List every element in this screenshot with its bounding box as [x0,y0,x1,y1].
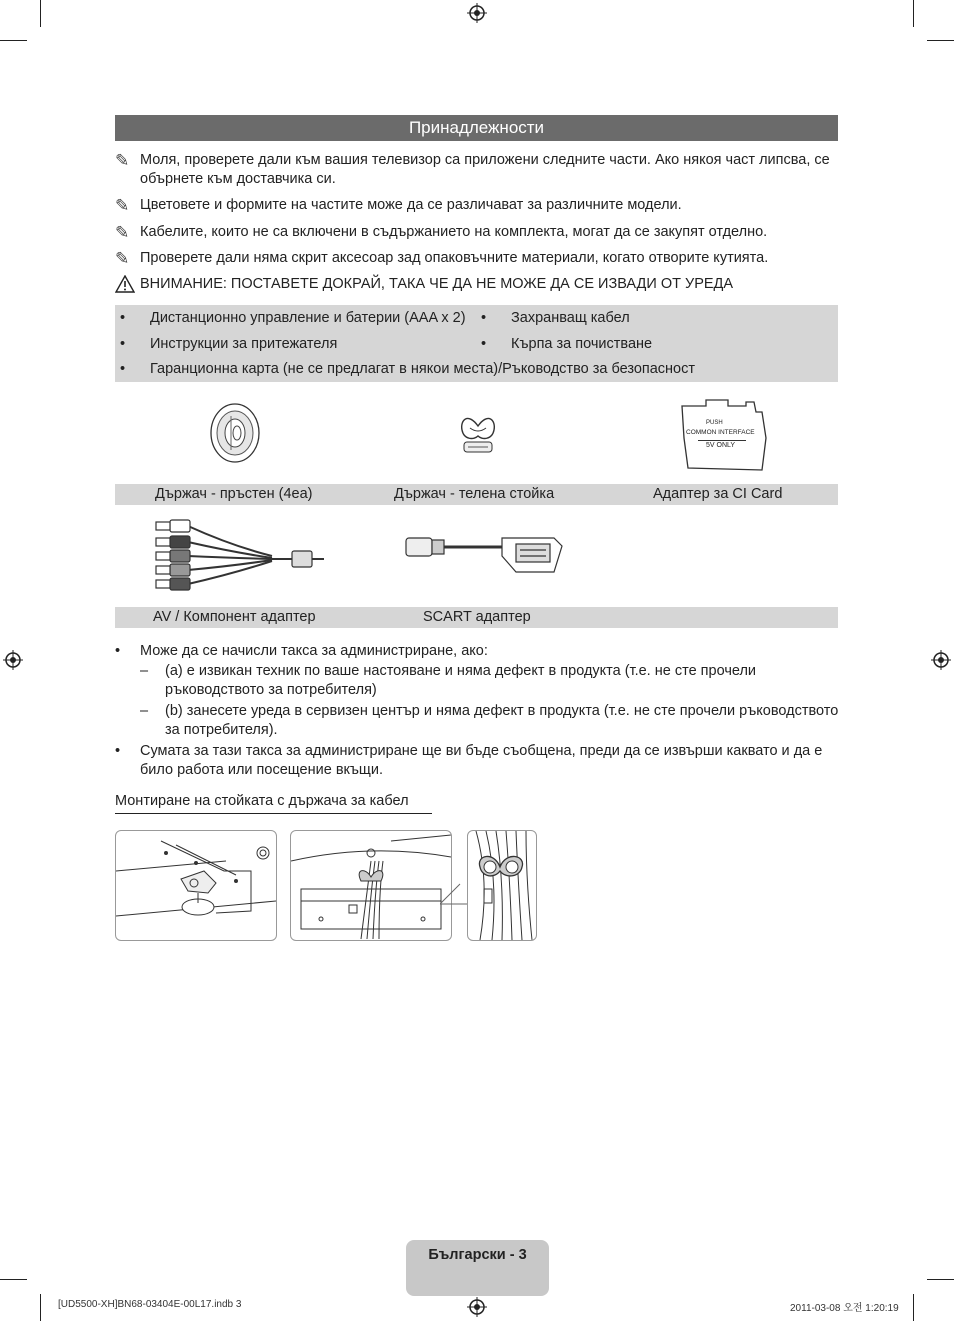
note-text: Проверете дали няма скрит аксесоар зад опаковъчните материали, когато отворите кутията. [140,250,769,266]
crop-mark [40,0,41,27]
av-component-adapter-icon [152,516,327,596]
note-item [115,196,845,215]
warning-note [115,275,845,294]
part-caption: Адаптер за CI Card [653,486,783,502]
pencil-note-icon: ✎ [115,249,130,268]
crop-mark [0,1279,27,1280]
accessory-label: Гаранционна карта (не се предлагат в някои места)/Ръководство за безопасност [150,361,696,377]
note-text: Моля, проверете дали към вашия телевизор са приложени следните части. Ако някоя част липсва, се обърнете към доставчика си. [140,152,830,187]
note-text: Кабелите, които не са включени в съдържанието на комплекта, могат да се закупят отделно. [140,224,768,240]
accessory-label: Дистанционно управление и батерии (AAA x 2) [150,310,466,326]
holder-ring-icon [208,402,262,464]
crop-mark [913,0,914,27]
pencil-note-icon: ✎ [115,151,130,170]
crop-mark [40,1294,41,1321]
footer-file-info: [UD5500-XH]BN68-03404E-00L17.indb 3 [58,1299,242,1310]
stand-back-illustration [115,830,277,941]
accessory-label: Захранващ кабел [511,310,630,326]
list-item: • Може да се начисли такса за администриране, ако: [115,642,845,661]
ci-card-adapter-icon [676,398,772,472]
cable-holder-closeup-illustration [467,830,537,941]
cable-holder-closeup-icon [468,831,536,940]
crop-mark [927,1279,954,1280]
note-item [115,223,845,242]
page-number-tab [406,1240,549,1296]
accessory-label: Инструкции за притежателя [150,336,338,352]
pencil-note-icon: ✎ [115,223,130,242]
registration-mark-icon [3,650,23,670]
fee-intro-text: Може да се начисли такса за администриране, ако: [140,643,488,659]
footer-timestamp: 2011-03-08 오전 1:20:19 [790,1303,899,1314]
pencil-note-icon: ✎ [115,196,130,215]
holder-wire-stand-icon [458,408,498,456]
note-item [115,151,845,189]
part-caption: SCART адаптер [423,609,531,625]
list-item: – (b) занесете уреда в сервизен център и няма дефект в продукта (т.е. не сте прочели ръководството за потребителя). [140,702,845,740]
fee-case-text: (b) занесете уреда в сервизен център и няма дефект в продукта (т.е. не сте прочели ръководството за потребителя). [165,703,839,738]
crop-mark [927,40,954,41]
accessory-label: Кърпа за почистване [511,336,653,352]
part-caption: Държач - пръстен (4ea) [155,486,313,502]
mounting-heading: Монтиране на стойката с държача за кабел [115,793,409,809]
scart-adapter-icon [404,526,564,576]
note-item [115,249,845,268]
part-caption: Държач - телена стойка [394,486,555,502]
parts-caption-bar [115,484,838,505]
section-title: Принадлежности [115,115,838,141]
fee-case-text: (a) е извикан техник по ваше настояване и няма дефект в продукта (т.е. не сте прочели ръководството за потребителя) [165,663,757,698]
warning-text: ВНИМАНИЕ: ПОСТАВЕТЕ ДОКРАЙ, ТАКА ЧЕ ДА НЕ МОЖЕ ДА СЕ ИЗВАДИ ОТ УРЕДА [140,276,734,292]
ci-card-label: PUSH [706,420,723,426]
ci-card-label: COMMON INTERFACE [686,429,755,436]
registration-mark-icon [467,3,487,23]
fee-note-text: Сумата за тази такса за администриране ще ви бъде съобщена, преди да се извърши каквато и да е било работа или посещение вкъщи. [140,743,823,778]
crop-mark [913,1294,914,1321]
cable-holder-mounted-illustration [290,830,452,941]
accessories-list: • Дистанционно управление и батерии (AAA x 2) • Захранващ кабел • Инструкции за притежателя • Кърпа за почистване • Гаранционна карта (не се предлагат в някои места)/Ръководство за безопасност [115,305,838,382]
list-item: • Сумата за тази такса за администриране ще ви бъде съобщена, преди да се извърши каквато и да е било работа или посещение вкъщи. [115,742,845,780]
page-label: Български - 3 [428,1247,527,1263]
warning-triangle-icon [115,275,135,293]
crop-mark [0,40,27,41]
heading-underline [115,813,432,814]
stand-back-icon [116,831,276,940]
registration-mark-icon [931,650,951,670]
list-item: – (a) е извикан техник по ваше настояване и няма дефект в продукта (т.е. не сте прочели ръководството за потребителя) [140,662,845,700]
parts-caption-bar [115,607,838,628]
cable-holder-mounted-icon [291,831,451,940]
note-text: Цветовете и формите на частите може да се различават за различните модели. [140,197,682,213]
ci-card-label: 5V ONLY [706,442,736,449]
registration-mark-icon [467,1297,487,1317]
part-caption: AV / Компонент адаптер [153,609,316,625]
callout-line [440,880,470,910]
